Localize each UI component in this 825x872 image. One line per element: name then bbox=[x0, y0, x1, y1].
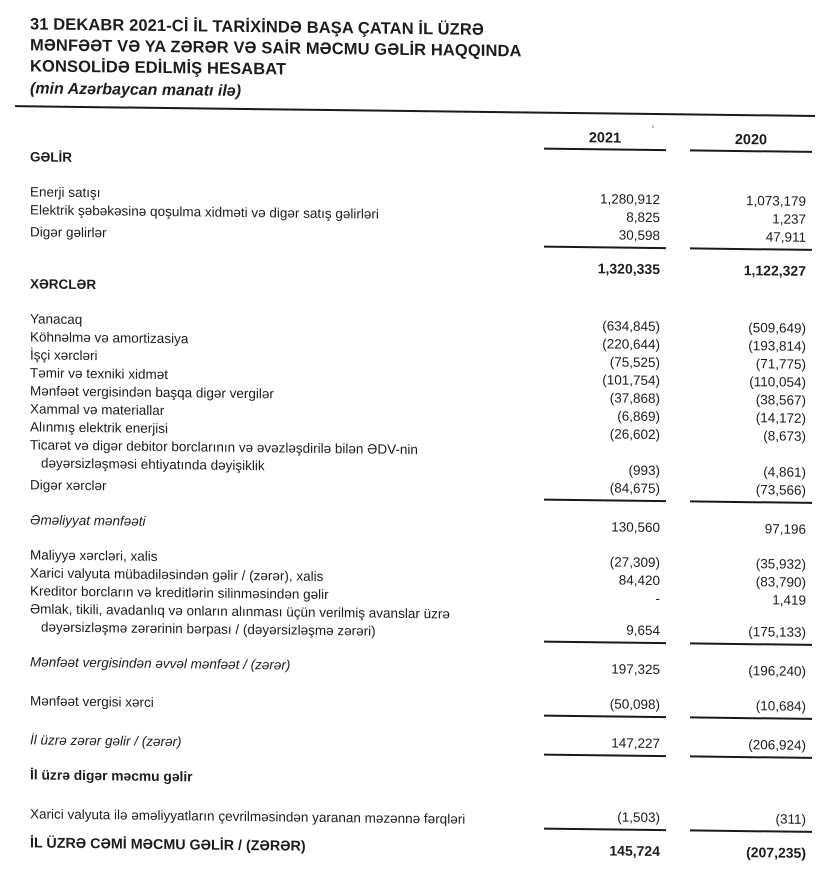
row-label-text: İL ÜZRƏ CƏMİ MƏCMU GƏLİR / (ZƏRƏR) bbox=[30, 835, 306, 855]
value-2020: (4,861) bbox=[763, 464, 806, 480]
value-2020: (110,054) bbox=[749, 374, 806, 390]
row-label-text: Alınmış elektrik enerjisi bbox=[30, 419, 169, 437]
table-row bbox=[30, 252, 812, 280]
value-2020: (311) bbox=[690, 809, 812, 832]
value-2021: 9,654 bbox=[544, 621, 666, 644]
value-2020: (196,240) bbox=[748, 663, 806, 679]
table-row bbox=[30, 801, 812, 833]
row-label-text: Mənfəət vergisi xərci bbox=[30, 693, 154, 710]
row-label-line2: dəyərsizləşmə zərərinin bərpası / (dəyərsizləşmə zərəri) bbox=[41, 619, 376, 639]
row-label-line2: dəyərsizləşməsi ehtiyatında dəyişiklik bbox=[41, 455, 265, 474]
scan-speck: ' bbox=[652, 123, 655, 136]
column-header-row bbox=[30, 123, 812, 153]
value-2021: 1,320,335 bbox=[597, 260, 660, 278]
row-label-text: Digər xərclər bbox=[30, 477, 107, 494]
row-label bbox=[30, 600, 544, 642]
value-2021: (1,503) bbox=[544, 808, 666, 831]
section-header-row bbox=[30, 148, 812, 176]
value-2020: (38,567) bbox=[755, 392, 806, 408]
value-2021: 1,280,912 bbox=[599, 191, 660, 208]
statement-table-body bbox=[30, 148, 812, 862]
row-label-text: Xammal və materiallar bbox=[30, 401, 165, 419]
value-2021: (27,309) bbox=[609, 554, 660, 571]
value-2021: (75,525) bbox=[609, 354, 660, 371]
row-label-text: Xarici valyuta mübadiləsindən gəlir / (zərər), xalis bbox=[30, 565, 324, 584]
row-label-text: Köhnəlmə və amortizasiya bbox=[30, 329, 189, 347]
value-2020: 1,237 bbox=[772, 211, 806, 227]
row-label-text: Enerji satışı bbox=[30, 184, 101, 201]
row-label bbox=[30, 476, 544, 500]
value-2021: 145,724 bbox=[609, 842, 660, 860]
value-2020: (193,814) bbox=[748, 338, 806, 354]
column-header-2020: 2020 bbox=[690, 131, 812, 152]
row-label-text: Digər gəlirlər bbox=[30, 224, 107, 241]
row-label bbox=[30, 731, 544, 755]
table-row bbox=[30, 653, 812, 681]
value-2021: (6,869) bbox=[617, 408, 660, 425]
row-label bbox=[30, 436, 544, 478]
row-label-text: Mənfəət vergisindən başqa digər vergilər bbox=[30, 383, 274, 402]
value-2020: 47,911 bbox=[690, 227, 812, 250]
section-header-row bbox=[30, 275, 812, 303]
value-2021: - bbox=[655, 591, 660, 607]
row-label-text: XƏRCLƏR bbox=[30, 276, 97, 293]
value-2021: 84,420 bbox=[618, 572, 660, 589]
value-2020: 1,419 bbox=[772, 592, 806, 608]
row-label-text: İşçi xərcləri bbox=[30, 347, 98, 364]
row-label-text: Əməliyyat mənfəəti bbox=[30, 512, 146, 529]
value-2020: (35,932) bbox=[755, 556, 806, 572]
table-row bbox=[30, 834, 812, 862]
value-2021: (101,754) bbox=[602, 372, 660, 389]
table-row bbox=[30, 511, 812, 539]
row-label bbox=[30, 653, 544, 677]
row-label-text: Mənfəət vergisindən əvvəl mənfəət / (zərər) bbox=[30, 654, 291, 673]
row-label-text: GƏLİR bbox=[30, 149, 73, 165]
column-header-2021: 2021 bbox=[544, 130, 666, 151]
title-line-2: MƏNFƏƏT VƏ YA ZƏRƏR VƏ SAİR MƏCMU GƏLİR HAQQINDA bbox=[30, 36, 522, 61]
value-2020: (14,172) bbox=[755, 410, 806, 426]
document-title bbox=[30, 14, 812, 87]
value-2021: 30,598 bbox=[544, 226, 666, 249]
title-line-3: KONSOLİDƏ EDİLMİŞ HESABAT bbox=[30, 57, 287, 79]
value-2021: (220,644) bbox=[602, 336, 660, 353]
table-row bbox=[30, 766, 812, 794]
row-label-text: Yanacaq bbox=[30, 311, 83, 328]
value-2020: 97,196 bbox=[764, 521, 806, 537]
row-label bbox=[30, 766, 812, 794]
row-label bbox=[30, 275, 812, 303]
value-2021: (634,845) bbox=[602, 318, 660, 335]
row-label-text: Elektrik şəbəkəsinə qoşulma xidməti və digər satış gəlirləri bbox=[30, 202, 379, 222]
row-label bbox=[30, 834, 544, 858]
value-2021: (37,868) bbox=[609, 390, 660, 407]
row-label bbox=[30, 223, 544, 247]
row-label-text: Əmlak, tikili, avadanlıq və onların alınması üçün verilmiş avanslar üzrə bbox=[30, 601, 450, 622]
value-2020: (71,775) bbox=[755, 356, 806, 372]
row-label-text: Maliyyə xərcləri, xalis bbox=[30, 547, 158, 564]
value-2020: (175,133) bbox=[690, 622, 812, 645]
row-label-text: Kreditor borcların və kreditlərin silinməsindən gəlir bbox=[30, 583, 329, 603]
table-row bbox=[30, 727, 812, 759]
value-2020: (10,684) bbox=[690, 696, 812, 719]
value-2020: 1,122,327 bbox=[743, 262, 806, 279]
value-2020: (207,235) bbox=[746, 844, 806, 861]
row-label bbox=[30, 692, 544, 716]
value-2020: (73,566) bbox=[690, 480, 812, 503]
value-2020: 1,073,179 bbox=[745, 193, 806, 209]
row-label-text: İl üzrə zərər gəlir / (zərər) bbox=[30, 732, 182, 750]
value-2021: (50,098) bbox=[544, 695, 666, 718]
value-2021: (993) bbox=[628, 462, 660, 479]
value-2021: 8,825 bbox=[626, 209, 660, 226]
value-2021: (84,675) bbox=[544, 479, 666, 502]
value-2020: (83,790) bbox=[755, 574, 806, 590]
row-label-text: İl üzrə digər məcmu gəlir bbox=[30, 767, 193, 785]
table-row bbox=[30, 688, 812, 720]
row-label-text: Xarici valyuta ilə əməliyyatların çevrilməsindən yaranan məzənnə fərqləri bbox=[30, 806, 466, 827]
row-label-text: Təmir və texniki xidmət bbox=[30, 365, 169, 383]
currency-note: (min Azərbaycan manatı ilə) bbox=[30, 80, 242, 100]
row-label-text: Ticarət və digər debitor borclarının və əvəzləşdirilə bilən ƏDV-nin bbox=[30, 437, 418, 458]
value-2020: (206,924) bbox=[690, 735, 812, 758]
title-line-1: 31 DEKABR 2021-Cİ İL TARİXİNDƏ BAŞA ÇATAN İL ÜZRƏ bbox=[30, 15, 484, 39]
row-label bbox=[30, 148, 812, 176]
value-2021: 197,325 bbox=[611, 661, 660, 678]
row-label bbox=[30, 805, 544, 829]
value-2021: 147,227 bbox=[544, 734, 666, 757]
value-2021: 130,560 bbox=[611, 519, 660, 536]
value-2021: (26,602) bbox=[609, 426, 660, 443]
value-2020: (8,673) bbox=[763, 428, 806, 444]
row-label bbox=[30, 511, 544, 535]
value-2020: (509,649) bbox=[748, 320, 806, 336]
